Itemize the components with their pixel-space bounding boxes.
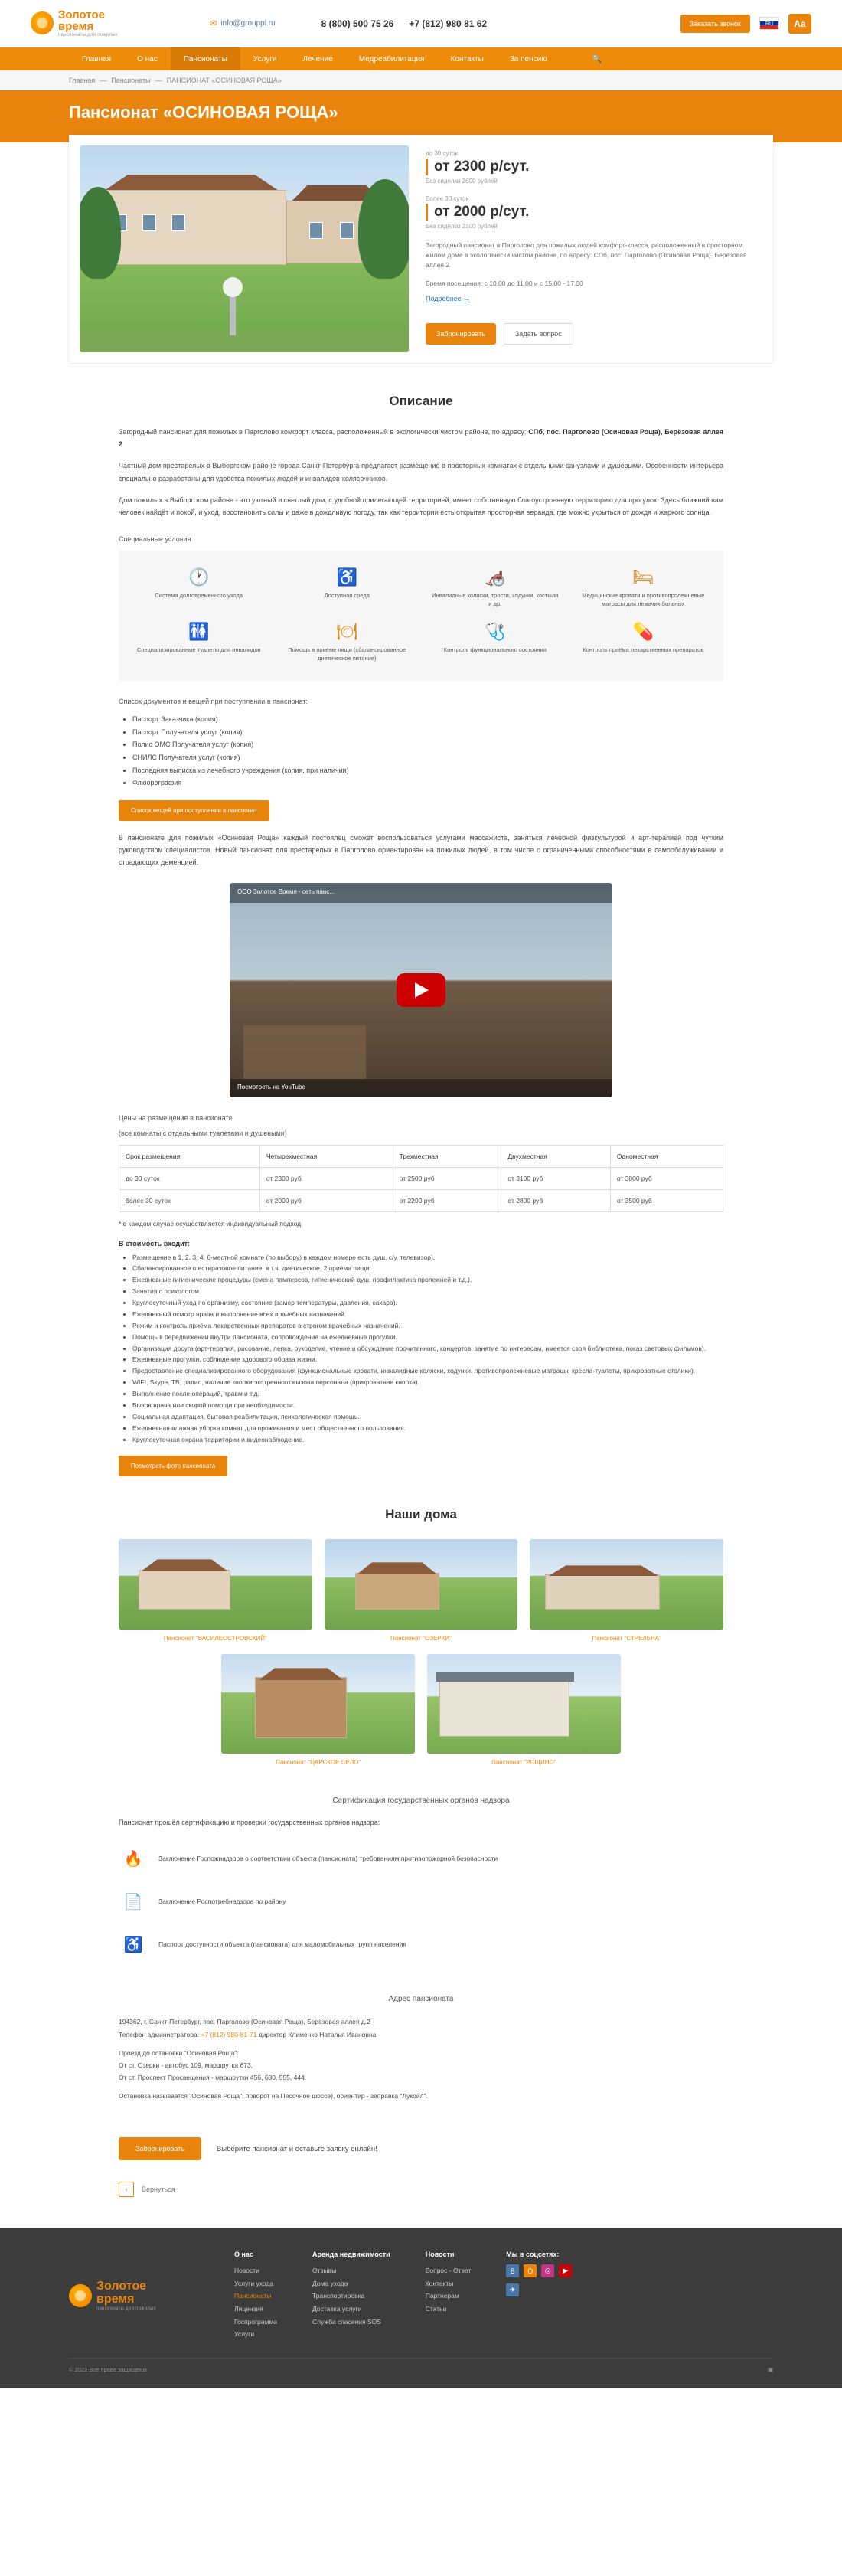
footer-link[interactable]: Статьи [425, 2304, 447, 2313]
language-label: RU [765, 21, 774, 27]
address-director: директор Клименко Наталья Ивановна [258, 2030, 377, 2038]
footer-col-rent [312, 2251, 390, 2340]
list-item: • Ежедневный осмотр врача и выполнение всех врачебных назначений. [132, 1309, 723, 1320]
house-caption: Пансионат "РОЩИНО" [491, 1759, 556, 1767]
footer-link[interactable]: Лицензия [234, 2304, 263, 2313]
cert-label: Заключение Роспотребнадзора по району [158, 1898, 286, 1906]
accessible-icon: ♿ [336, 567, 357, 587]
documents-list [132, 713, 723, 789]
list-item: • Организация досуга (арт-терапия, рисование, лепка, рукоделие, чтение и обсуждение прочитанного, концертов, занятие по интересам, имеется своя библиотека, показ световых фильмов). [132, 1343, 723, 1355]
back-label: Вернуться [142, 2185, 175, 2194]
footer-logo-tagline: пансионаты для пожилых [96, 2306, 157, 2311]
footer-link[interactable]: Услуги [234, 2330, 255, 2339]
nav-item-treatment[interactable]: Лечение [302, 54, 333, 64]
certs-heading: Сертификация государственных органов надзора [332, 1796, 510, 1806]
phone-secondary[interactable]: +7 (812) 980 81 62 [409, 18, 488, 29]
included-list [132, 1252, 723, 1446]
house-card[interactable] [119, 1539, 312, 1642]
price2-caption: Более 30 суток [426, 195, 468, 202]
cell: от 2300 руб [259, 1167, 393, 1189]
houses-heading: Наши дома [385, 1507, 457, 1522]
vk-icon[interactable]: В [506, 2264, 519, 2277]
condition-item [275, 619, 420, 667]
email-text: info@grouppl.ru [220, 19, 276, 28]
list-item: • Последняя выписка из лечебного учреждения (копия, при наличии) [132, 764, 723, 777]
condition-label: Контроль приёма лекарственных препаратов [583, 646, 704, 654]
monitor-heart-icon: 🩺 [485, 622, 506, 642]
email-link[interactable] [210, 18, 276, 28]
cell: от 2200 руб [393, 1189, 501, 1211]
photos-button[interactable]: Посмотреть фото пансионата [119, 1456, 227, 1476]
address-line-3: Проезд до остановки "Осиновая Роща": [119, 2048, 239, 2057]
list-item: • СНИЛС Получателя услуг (копия) [132, 751, 723, 764]
footer-logo[interactable] [69, 2251, 199, 2340]
accessibility-passport-icon: ♿ [123, 1936, 143, 1953]
description-p2: Частный дом престарелых в Выборгском районе города Санкт-Петербурга предлагает размещение в просторных комнатах с отдельными санузлами и душевыми. Особенности интерьера специально разработаны для удобства пожилых людей и инвалидов-колясочников. [119, 462, 723, 482]
included-title: В стоимость входит: [119, 1239, 191, 1247]
arrow-up-icon[interactable]: ▣ [767, 2365, 773, 2373]
footer-col-title: Аренда недвижимости [312, 2251, 390, 2259]
condition-item [275, 564, 420, 613]
prices-subtitle: (все комнаты с отдельными туалетами и душевыми) [119, 1129, 287, 1137]
house-caption: Пансионат "ОЗЕРКИ" [390, 1635, 452, 1643]
address-line-4: От ст. Озерки - автобус 109, маршрутка 673, [119, 2061, 253, 2069]
houses-grid-second-row [221, 1654, 620, 1766]
footer-col-social [506, 2251, 572, 2340]
footer-col-title: Новости [425, 2251, 455, 2259]
house-roshchino-photo [427, 1654, 621, 1754]
condition-item [571, 619, 716, 667]
footer-link[interactable]: Транспортировка [312, 2292, 365, 2300]
condition-label: Доступная среда [324, 592, 370, 600]
address-heading: Адрес пансионата [388, 1995, 454, 2004]
table-row [119, 1167, 723, 1189]
col-triple: Трехместная [393, 1145, 501, 1167]
pansionat-building-photo [80, 145, 409, 352]
list-item: • WIFI, Skype, TB, радио, наличие кнопки экстренного вызова персонала (прикроватная кнопка). [132, 1377, 723, 1388]
col-period: Срок размещения [119, 1145, 260, 1167]
footer-col-about [234, 2251, 277, 2340]
description-p4: В пансионате для пожилых «Осиновая Роща» каждый постоялец сможет воспользоваться услугами массажиста, заняться лечебной физкультурой и арт-терапией под чутким руководством специалистов. Новый пансионат для престарелых в Парголово ориентирован на пожилых людей, в том числе с ограниченными способностями в самообслуживании и страдающих деменцией. [119, 833, 723, 867]
footer-link-pansionaty[interactable]: Пансионаты [234, 2292, 272, 2300]
condition-label: Специализированные туалеты для инвалидов [136, 646, 261, 654]
nav-item-rehab[interactable]: Медреабилитация [358, 54, 425, 64]
cell: от 2500 руб [393, 1167, 501, 1189]
certs-lead: Пансионат прошёл сертификацию и проверки государственных органов надзора: [119, 1819, 380, 1827]
list-item: • Ежедневные гигиенические процедуры (смена памперсов, гигиенический душ, профилактика пролежней и т.д.). [132, 1274, 723, 1286]
meal-icon: 🍽 [336, 622, 358, 642]
logo-line-1: Золотое [58, 8, 105, 21]
footer-link[interactable]: Служба спасения SOS [312, 2317, 381, 2326]
nav-item-pension[interactable]: За пенсию [509, 54, 547, 64]
address-line-5: От ст. Проспект Просвещения - маршрутки 456, 680, 555, 444. [119, 2073, 307, 2081]
nav-item-home[interactable]: Главная [82, 54, 112, 64]
site-footer [0, 2228, 842, 2388]
wheelchair-icon: 🦽 [485, 567, 506, 587]
price1-caption: до 30 суток [426, 150, 458, 157]
price1-note: Без сиделки 2600 рублей [426, 178, 498, 185]
cta-text: Выберите пансионат и оставьте заявку онлайн! [216, 2144, 377, 2153]
copyright: © 2022 Все права защищены [69, 2365, 147, 2373]
cell: от 3100 руб [501, 1167, 610, 1189]
footer-col-news [426, 2251, 472, 2340]
callback-button[interactable]: Заказать звонок [680, 15, 750, 33]
cert-item [119, 1837, 723, 1880]
condition-item [571, 564, 716, 613]
cta-book-button[interactable]: Забронировать [119, 2137, 201, 2160]
ok-icon[interactable]: О [524, 2264, 537, 2277]
site-logo[interactable] [31, 9, 118, 38]
address-phone-label: Телефон администратора: [119, 2030, 200, 2038]
cta-block [119, 2137, 723, 2160]
house-strelna-photo [530, 1539, 723, 1630]
top-bar [0, 0, 842, 47]
language-switcher[interactable] [759, 17, 779, 30]
breadcrumb-item-1[interactable]: Пансионаты [111, 77, 151, 84]
list-item: • Размещение в 1, 2, 3, 4, 6-местной комнате (по выбору) в каждом номере есть душ, с/у, телевизор). [132, 1252, 723, 1263]
footer-link[interactable]: Доставка услуги [312, 2304, 362, 2313]
house-card[interactable] [427, 1654, 621, 1766]
footer-social-title: Мы в соцсетях: [506, 2251, 560, 2259]
footer-link[interactable]: Дома ухода [312, 2279, 348, 2287]
footer-link[interactable]: Отзывы [312, 2267, 337, 2275]
video-frame-content [243, 1025, 366, 1079]
watch-on-label: Посмотреть на [237, 1083, 280, 1090]
houses-grid [119, 1539, 723, 1642]
list-item: • Ежедневные прогулки, соблюдение здорового образа жизни. [132, 1354, 723, 1365]
price2-note: Без сиделки 2300 рублей [426, 223, 498, 230]
cell: от 3500 руб [610, 1189, 723, 1211]
condition-label: Инвалидные коляски, трости, ходунки, костыли и др. [432, 592, 559, 607]
list-item: • Предоставление специализированного оборудования (функциональные кровати, инвалидные коляски, ходунки, противопролежневые матрацы, кресла-туалеты, прикроватные столики). [132, 1365, 723, 1377]
address-phone-link[interactable]: +7 (812) 980-81-71 [201, 2030, 257, 2038]
description-section [0, 394, 842, 2197]
address-line-1: 194362, г. Санкт-Петербург, пос. Парголово (Осиновая Роща), Берёзовая аллея д.2 [119, 2018, 370, 2026]
hero-more-link[interactable]: Подробнее → [426, 294, 471, 302]
description-p3: Дом пожилых в Выборгском районе - это уютный и светлый дом, с удобной прилегающей территорией, имеет собственную благоустроенную территорию для прогулок. Здесь ближний вам человек найдёт и покой, и уход, восстановить силы и даже в дождливую погоду, так как территории есть открытая просторная веранда, где можно укрыться от дождя и жаркого солнца. [119, 495, 723, 516]
document-icon: 📄 [123, 1893, 143, 1911]
logo-tagline: пансионаты для пожилых [58, 33, 119, 38]
conditions-grid [119, 551, 723, 681]
cert-item [119, 1880, 723, 1923]
col-quad: Четырехместная [259, 1145, 393, 1167]
logo-line-2: время [58, 20, 94, 34]
cell: до 30 суток [119, 1167, 260, 1189]
sun-logo-icon [69, 2284, 92, 2307]
clock-24h-icon: 🕐 [188, 567, 210, 587]
footer-link[interactable]: Услуги ухода [234, 2279, 274, 2287]
hero-visiting-hours: Время посещения: с 10.00 до 11.00 и с 15.00 - 17.00 [426, 279, 583, 287]
footer-logo-line-2: время [96, 2292, 135, 2306]
youtube-brand: YouTube [281, 1083, 305, 1090]
condition-label: Контроль функционального состояния [443, 646, 547, 654]
condition-label: Помощь в приёме пищи (сбалансированное диетическое питание) [288, 646, 406, 662]
house-caption: Пансионат "ЦАРСКОЕ СЕЛО" [276, 1759, 361, 1767]
list-item: • Полис ОМС Получателя услуг (копия) [132, 738, 723, 751]
col-single: Одноместная [610, 1145, 723, 1167]
nav-item-contacts[interactable]: Контакты [450, 54, 484, 64]
condition-item [423, 619, 568, 667]
accessibility-button[interactable]: Аа [788, 14, 811, 34]
breadcrumb-item-2: ПАНСИОНАТ «ОСИНОВАЯ РОЩА» [166, 77, 282, 84]
back-row[interactable] [119, 2182, 723, 2197]
table-header-row [119, 1145, 723, 1167]
cell: от 2800 руб [501, 1189, 610, 1211]
hero-description: Загородный пансионат в Парголово для пожилых людей комфорт-класса, расположенный в просторном жилом доме в экологически чистом районе, по адресу: СПб, пос. Парголово (Осиновая Роща), Берёзовая аллея 2 [426, 241, 747, 270]
list-item: • Паспорт Получателя услуг (копия) [132, 726, 723, 739]
condition-label: Медицинские кровати и противопролежневые матрасы для лежачих больных [582, 592, 705, 607]
video-player[interactable] [230, 883, 612, 1097]
footer-link[interactable]: Контакты [425, 2279, 454, 2287]
house-tsarskoe-selo-photo [221, 1654, 415, 1754]
price1-value: от 2300 р/сут. [434, 159, 530, 175]
instagram-icon[interactable]: ◎ [541, 2264, 554, 2277]
list-item: • Флюорография [132, 776, 723, 789]
page-title: Пансионат «ОСИНОВАЯ РОЩА» [69, 103, 338, 122]
pills-icon: 💊 [632, 622, 654, 642]
search-icon[interactable]: 🔍 [592, 54, 602, 64]
condition-label: Система долговременного ухода [155, 592, 243, 600]
footer-link[interactable]: Партнерам [425, 2292, 459, 2300]
breadcrumb-sep-0: — [100, 77, 107, 84]
list-item: • Режим и контроль приёма лекарственных препаратов в строгом врачебных назначений. [132, 1320, 723, 1332]
hero-card [69, 135, 773, 363]
fire-safety-icon: 🔥 [123, 1850, 143, 1868]
cert-item [119, 1923, 723, 1966]
price2-value: от 2000 р/сут. [434, 204, 530, 220]
telegram-icon[interactable]: ✈ [506, 2283, 519, 2296]
chevron-left-icon[interactable]: ‹ [119, 2182, 134, 2197]
breadcrumb-sep-1: — [155, 77, 162, 84]
cert-label: Паспорт доступности объекта (пансионата) для маломобильных групп населения [158, 1940, 406, 1949]
conditions-title: Специальные условия [119, 535, 191, 544]
condition-item [126, 564, 272, 613]
list-item: • Социальная адаптация, бытовая реабилитация, психологическая помощь. [132, 1411, 723, 1423]
nav-item-about[interactable]: О нас [137, 54, 158, 64]
footer-link[interactable]: Вопрос - Ответ [425, 2267, 472, 2275]
list-item: • Выполнение после операций, травм и т.д. [132, 1388, 723, 1400]
footer-logo-line-1: Золотое [96, 2279, 147, 2293]
breadcrumb-item-0[interactable]: Главная [69, 77, 96, 84]
list-item: • Вызов врача или скорой помощи при необходимости. [132, 1400, 723, 1411]
cert-label: Заключение Госпожнадзора о соответствии объекта (пансионата) требованиям противопожарной безопасности [158, 1855, 498, 1863]
main-nav [0, 47, 842, 70]
youtube-icon[interactable]: ▶ [559, 2264, 572, 2277]
nav-item-pansionaty[interactable]: Пансионаты [171, 47, 240, 70]
nav-item-services[interactable]: Услуги [253, 54, 277, 64]
sun-logo-icon [31, 11, 54, 34]
cell: более 30 суток [119, 1189, 260, 1211]
cell: от 2000 руб [259, 1189, 393, 1211]
condition-item [423, 564, 568, 613]
house-caption: Пансионат "СТРЕЛЬНА" [592, 1635, 661, 1643]
phone-primary[interactable]: 8 (800) 500 75 26 [321, 18, 394, 29]
list-item: • Паспорт Заказчика (копия) [132, 713, 723, 726]
prices-note: * в каждом случае осуществляется индивидуальный подход [119, 1219, 302, 1228]
description-heading: Описание [389, 394, 453, 408]
toilet-icon: 🚻 [188, 622, 210, 642]
description-p1-pre: Загородный пансионат для пожилых в Парголово комфорт класса, расположенный в экологически чистом районе, по адресу: [119, 428, 529, 436]
medical-bed-icon: 🛏 [632, 567, 654, 587]
table-row [119, 1189, 723, 1211]
video-title: ООО Золотое Время - сеть панс... [230, 883, 612, 903]
condition-item [126, 619, 272, 667]
list-item: • Сбалансированное шестиразовое питание, в т.ч. диетическое, 2 приёма пищи. [132, 1263, 723, 1274]
house-card[interactable] [530, 1539, 723, 1642]
things-list-button[interactable]: Список вещей при поступлении в пансионат [119, 800, 269, 821]
prices-title: Цены на размещение в пансионате [119, 1113, 233, 1122]
address-line-6: Остановка называется "Осиновая Роща", поворот на Песочное шоссе), ориентир - заправка "Лукойл". [119, 2092, 428, 2100]
list-item: • Занятия с психологом. [132, 1286, 723, 1297]
book-button[interactable]: Забронировать [426, 323, 496, 345]
house-caption: Пансионат "ВАСИЛЕОСТРОВСКИЙ" [163, 1635, 267, 1643]
cell: от 3800 руб [610, 1167, 723, 1189]
house-ozerki-photo [325, 1539, 518, 1630]
breadcrumb [0, 70, 842, 90]
list-item: • Ежедневная влажная уборка комнат для проживания и мест общественного пользования. [132, 1423, 723, 1434]
col-double: Двухместная [501, 1145, 610, 1167]
house-vasileostrovsky-photo [119, 1539, 312, 1630]
prices-table [119, 1145, 723, 1212]
footer-link[interactable]: Госпрограмма [234, 2317, 278, 2326]
house-card[interactable] [221, 1654, 415, 1766]
footer-link[interactable]: Новости [234, 2267, 259, 2275]
envelope-icon: ✉ [210, 19, 217, 28]
list-item: • Круглосуточная охрана территории и видеонаблюдение. [132, 1434, 723, 1446]
documents-title: Список документов и вещей при поступлении в пансионат: [119, 698, 308, 706]
play-button-icon[interactable] [397, 973, 445, 1007]
description-p1-address: СПб, пос. Парголово (Осиновая Роща), Берёзовая аллея 2 [119, 428, 723, 449]
list-item: • Круглосуточный уход по организму, состояние (замер температуры, давления, сахара). [132, 1297, 723, 1309]
house-card[interactable] [325, 1539, 518, 1642]
footer-col-title: О нас [234, 2251, 253, 2259]
ask-question-button[interactable]: Задать вопрос [504, 323, 573, 345]
list-item: • Помощь в передвижении внутри пансионата, сопровождение на ежедневные прогулки. [132, 1332, 723, 1343]
